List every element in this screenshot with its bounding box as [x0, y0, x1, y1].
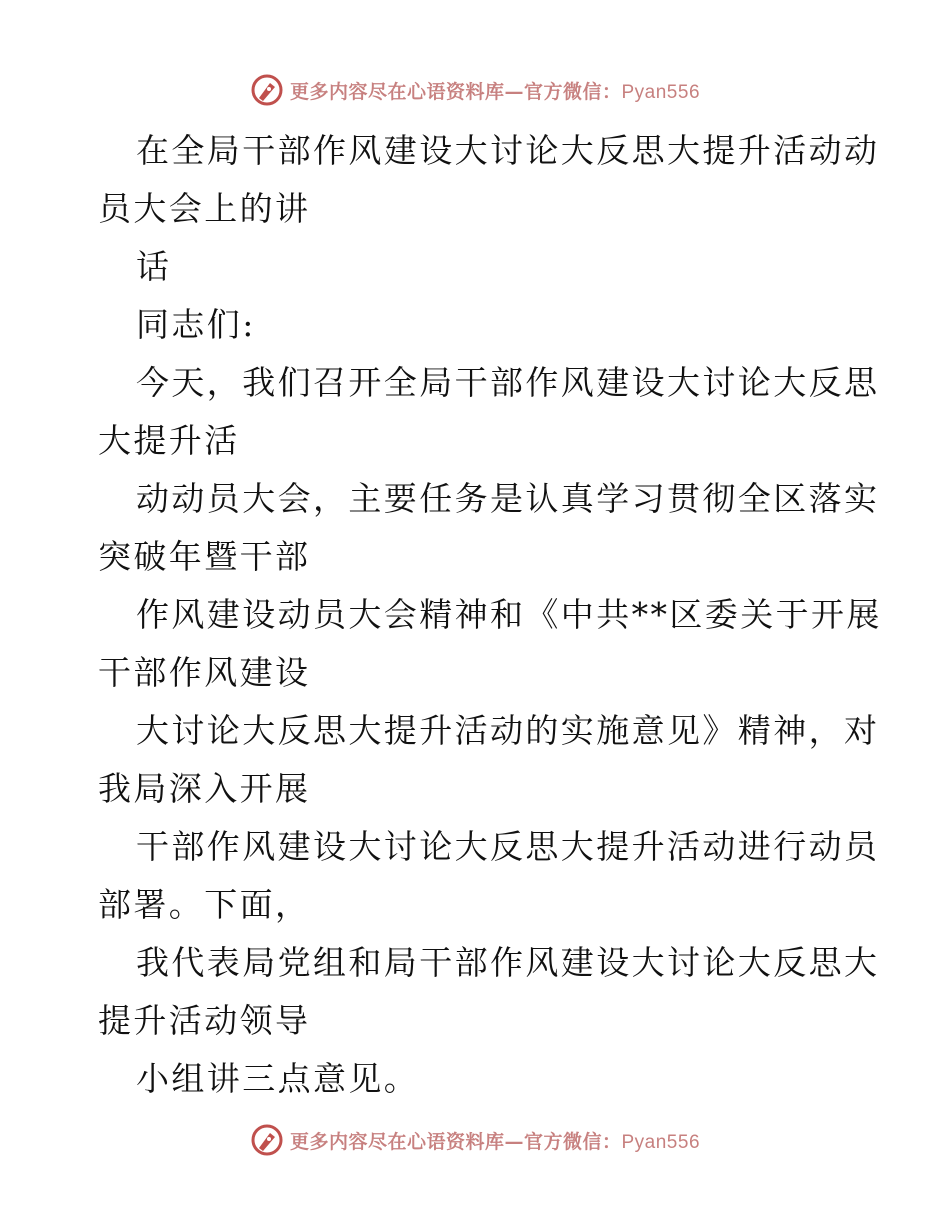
text-line: 干部作风建设大讨论大反思大提升活动进行动员	[136, 827, 880, 866]
text-line: 今天，我们召开全局干部作风建设大讨论大反思	[136, 363, 880, 402]
text-line: 部署。下面，	[98, 885, 311, 924]
text-line: 在全局干部作风建设大讨论大反思大提升活动动	[136, 131, 880, 170]
text-line: 同志们:	[136, 305, 256, 344]
text-line: 我代表局党组和局干部作风建设大讨论大反思大	[136, 943, 880, 982]
text-line: 动动员大会，主要任务是认真学习贯彻全区落实	[136, 479, 880, 518]
text-line: 突破年暨干部	[98, 537, 311, 576]
text-line: 小组讲三点意见。	[136, 1059, 420, 1098]
banner-site-text: 更多内容尽在心语资料库—官方微信：Pyan556	[289, 80, 701, 103]
text-line: 干部作风建设	[98, 653, 311, 692]
text-line: 员大会上的讲	[98, 189, 311, 228]
text-line: 提升活动领导	[98, 1001, 311, 1040]
document-body	[98, 122, 882, 1108]
text-line: 话	[136, 247, 172, 286]
banner-wechat-id: Pyan556	[621, 81, 701, 103]
text-line: 我局深入开展	[98, 769, 311, 808]
text-line: 大提升活	[98, 421, 240, 460]
text-line: 大讨论大反思大提升活动的实施意见》精神，对	[136, 711, 880, 750]
banner-site-text: 更多内容尽在心语资料库—官方微信：Pyan556	[289, 1130, 701, 1153]
footer-watermark-banner	[0, 1120, 950, 1160]
header-watermark-banner	[0, 70, 950, 110]
pen-nib-logo-icon	[250, 73, 284, 107]
text-line: 作风建设动员大会精神和《中共**区委关于开展	[136, 595, 882, 634]
pen-nib-logo-icon	[250, 1123, 284, 1157]
banner-wechat-id: Pyan556	[621, 1131, 701, 1153]
